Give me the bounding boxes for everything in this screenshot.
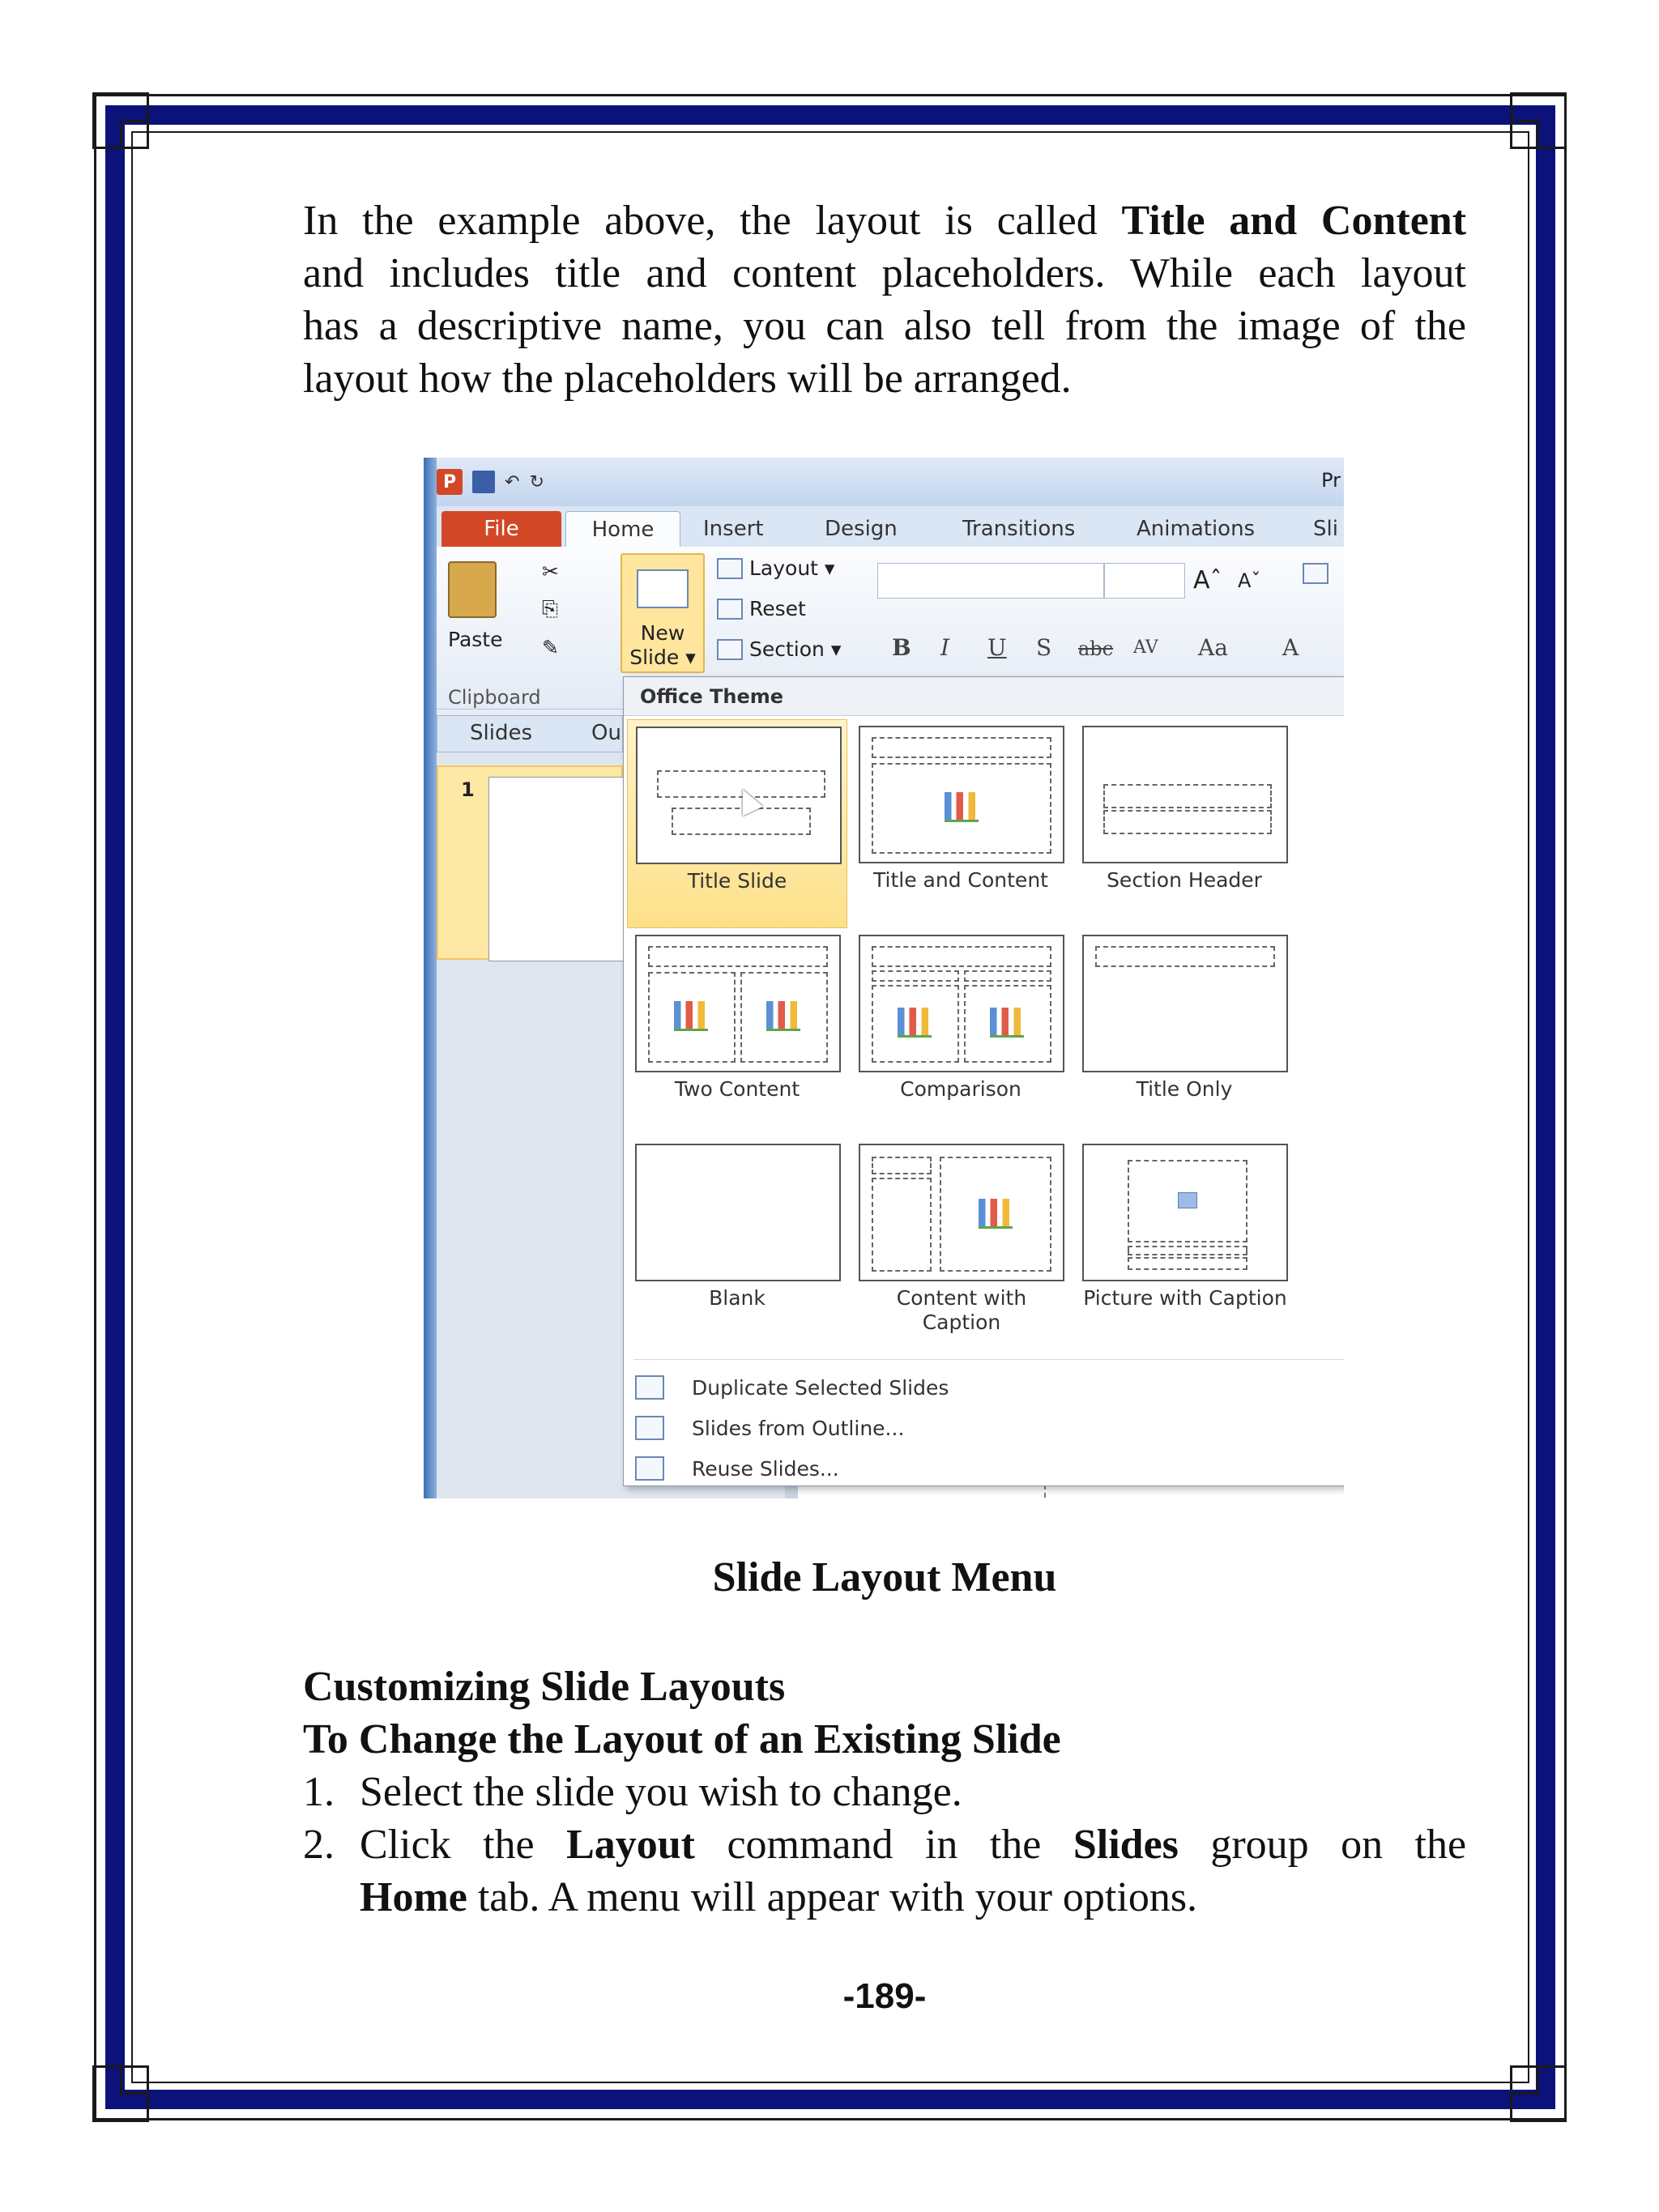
title-bar xyxy=(424,458,1344,506)
outline-icon xyxy=(635,1416,664,1440)
cut-icon[interactable]: ✂ xyxy=(542,560,559,583)
intro-text: In the example above, the layout is called xyxy=(303,198,1098,244)
layout-preview xyxy=(1082,1144,1288,1281)
section-title: Customizing Slide Layouts xyxy=(303,1664,786,1710)
layout-picture-with-caption[interactable] xyxy=(1074,1137,1294,1361)
tab-slides[interactable]: Slides xyxy=(470,721,532,745)
title-placeholder xyxy=(1128,1246,1247,1255)
tab-file[interactable]: File xyxy=(441,511,561,547)
corner-ornament xyxy=(1510,92,1567,149)
ribbon-tabs xyxy=(424,506,1344,547)
layout-preview xyxy=(859,935,1064,1072)
italic-button[interactable]: I xyxy=(940,634,950,661)
title-placeholder xyxy=(1095,946,1275,967)
layout-preview xyxy=(859,1144,1064,1281)
new-slide-label-1: New xyxy=(640,621,685,645)
intro-line: has a descriptive name, you can also tell from the image of the xyxy=(303,303,1466,349)
menu-item-label: Slides from Outline... xyxy=(692,1416,905,1440)
reuse-slides-icon xyxy=(635,1456,664,1481)
bold-button[interactable]: B xyxy=(892,634,911,661)
content-icon xyxy=(898,1008,932,1038)
menu-item-label: Reuse Slides... xyxy=(692,1456,839,1481)
powerpoint-icon[interactable]: P xyxy=(437,469,463,495)
tab-slideshow[interactable]: Sli xyxy=(1313,517,1338,541)
save-icon[interactable] xyxy=(472,471,495,493)
tab-outline[interactable]: Ou xyxy=(591,721,621,745)
tab-home[interactable]: Home xyxy=(565,511,680,548)
heading-placeholder xyxy=(964,970,1051,982)
content-icon xyxy=(674,1001,708,1031)
step-number: 2. xyxy=(303,1822,335,1868)
font-name-combo[interactable] xyxy=(877,563,1104,599)
picture-icon xyxy=(1178,1192,1197,1208)
new-slide-label xyxy=(622,621,703,670)
section-icon xyxy=(717,639,743,660)
new-slide-label-2: Slide ▾ xyxy=(629,646,696,669)
paste-button[interactable]: Paste xyxy=(448,628,503,651)
reset-button[interactable] xyxy=(717,597,806,620)
step-1 xyxy=(303,1766,1466,1818)
layout-preview xyxy=(859,726,1064,863)
step-text: Click the xyxy=(360,1822,535,1868)
step-2-text xyxy=(360,1818,1466,1871)
step-text: Select the slide you wish to change. xyxy=(360,1769,962,1815)
slides-from-outline-item[interactable] xyxy=(624,1408,1344,1448)
quick-access-toolbar xyxy=(437,469,544,495)
layout-name: Title Only xyxy=(1136,1077,1233,1101)
layout-name: Picture with Caption xyxy=(1083,1286,1287,1310)
duplicate-selected-slides-item[interactable] xyxy=(624,1367,1344,1408)
layout-comparison[interactable] xyxy=(851,928,1071,1137)
layout-title-and-content[interactable] xyxy=(851,719,1071,928)
change-case-button[interactable]: Aa xyxy=(1198,634,1228,661)
clear-formatting-icon[interactable] xyxy=(1303,563,1328,584)
undo-icon[interactable]: ↶ xyxy=(505,471,520,492)
step-2-line-1 xyxy=(303,1818,1466,1871)
paste-icon[interactable] xyxy=(448,561,497,618)
font-size-combo[interactable] xyxy=(1104,563,1185,599)
layout-preview xyxy=(1082,726,1288,863)
layout-name: Title Slide xyxy=(687,869,787,893)
reuse-slides-item[interactable] xyxy=(624,1448,1344,1489)
clipboard-group-label: Clipboard xyxy=(448,686,541,709)
corner-ornament xyxy=(1510,2065,1567,2122)
text-placeholder xyxy=(1128,1257,1247,1270)
layout-content-with-caption[interactable] xyxy=(851,1137,1071,1361)
step-text: command in the xyxy=(727,1822,1042,1868)
title-placeholder xyxy=(872,1157,932,1174)
intro-line xyxy=(303,194,1466,247)
slide-number: 1 xyxy=(461,778,475,801)
step-2-line-2 xyxy=(303,1871,1466,1924)
content-icon xyxy=(766,1001,800,1031)
section-button[interactable] xyxy=(717,637,841,661)
strikethrough-button[interactable]: abc xyxy=(1078,637,1114,660)
layout-label: Layout ▾ xyxy=(749,556,835,580)
step-bold: Slides xyxy=(1073,1822,1179,1868)
content-icon xyxy=(979,1199,1013,1229)
step-2 xyxy=(303,1818,1466,1924)
menu-separator xyxy=(633,1359,1344,1360)
layout-button[interactable] xyxy=(717,556,834,580)
tab-insert[interactable]: Insert xyxy=(703,517,764,541)
layout-name: Blank xyxy=(709,1286,766,1310)
layout-name: Content with Caption xyxy=(896,1286,1027,1334)
layout-two-content[interactable] xyxy=(627,928,847,1137)
dropdown-header: Office Theme xyxy=(624,677,1344,716)
window-title: Pr xyxy=(1321,469,1341,492)
layout-preview xyxy=(635,935,841,1072)
character-spacing-button[interactable]: AV xyxy=(1133,637,1158,658)
pane-tabs xyxy=(437,715,623,752)
step-bold: Home xyxy=(360,1874,467,1920)
figure-caption: Slide Layout Menu xyxy=(712,1554,1057,1600)
layout-name: Section Header xyxy=(1107,868,1262,892)
layout-title-only[interactable] xyxy=(1074,928,1294,1137)
layout-preview xyxy=(636,727,842,864)
layout-preview xyxy=(635,1144,841,1281)
slide-thumbnail[interactable] xyxy=(488,777,636,961)
layout-section-header[interactable] xyxy=(1074,719,1294,928)
title-placeholder xyxy=(648,946,828,967)
layout-icon xyxy=(717,558,743,579)
slide-thumbnail-row[interactable] xyxy=(437,765,623,960)
format-painter-icon[interactable]: ✎ xyxy=(542,636,559,659)
intro-line: layout how the placeholders will be arranged. xyxy=(303,356,1072,402)
layout-dropdown-menu xyxy=(623,676,1344,1486)
page-number: -189- xyxy=(842,1976,927,2016)
heading-placeholder xyxy=(872,970,959,982)
tab-transitions[interactable]: Transitions xyxy=(962,517,1076,541)
window-edge xyxy=(424,458,437,1498)
step-bold: Layout xyxy=(566,1822,695,1868)
shadow-button[interactable]: S xyxy=(1036,634,1052,661)
grow-font-icon[interactable]: Aˆ xyxy=(1193,566,1222,595)
redo-icon[interactable]: ↻ xyxy=(529,471,544,492)
corner-ornament xyxy=(92,92,149,149)
layout-name: Title and Content xyxy=(873,868,1048,892)
section-label: Section ▾ xyxy=(749,637,842,661)
copy-icon[interactable]: ⎘ xyxy=(542,597,559,620)
reset-icon xyxy=(717,599,743,620)
powerpoint-screenshot xyxy=(424,458,1344,1498)
duplicate-slides-icon xyxy=(635,1375,664,1400)
step-text: group on the xyxy=(1210,1822,1467,1868)
step-number: 1. xyxy=(303,1769,335,1815)
layout-name: Two Content xyxy=(674,1077,800,1101)
intro-line: and includes title and content placeholders. While each layout xyxy=(303,250,1466,296)
new-slide-button[interactable] xyxy=(621,553,705,673)
layout-title-slide[interactable] xyxy=(627,719,847,928)
tab-design[interactable]: Design xyxy=(825,517,898,541)
title-placeholder xyxy=(872,946,1051,967)
content-icon xyxy=(945,792,979,822)
title-placeholder xyxy=(1103,784,1272,808)
font-color-button[interactable]: A xyxy=(1282,634,1299,661)
intro-bold: Title and Content xyxy=(1121,198,1467,244)
reset-label: Reset xyxy=(749,597,806,620)
clear-formatting-box xyxy=(1303,563,1328,584)
shrink-font-icon[interactable]: Aˇ xyxy=(1238,569,1261,592)
text-placeholder xyxy=(1103,810,1272,834)
subsection-title: To Change the Layout of an Existing Slide xyxy=(303,1716,1061,1762)
content-icon xyxy=(990,1008,1024,1038)
step-text: tab. A menu will appear with your options. xyxy=(477,1874,1198,1920)
underline-button[interactable]: U xyxy=(987,634,1007,661)
layout-name: Comparison xyxy=(900,1077,1021,1101)
tab-animations[interactable]: Animations xyxy=(1137,517,1256,541)
corner-ornament xyxy=(92,2065,149,2122)
text-placeholder xyxy=(872,1178,932,1272)
layout-blank[interactable] xyxy=(627,1137,847,1346)
new-slide-icon xyxy=(637,569,689,608)
title-placeholder xyxy=(872,737,1051,758)
intro-paragraph xyxy=(303,194,1466,405)
menu-item-label: Duplicate Selected Slides xyxy=(692,1375,949,1400)
layout-preview xyxy=(1082,935,1288,1072)
